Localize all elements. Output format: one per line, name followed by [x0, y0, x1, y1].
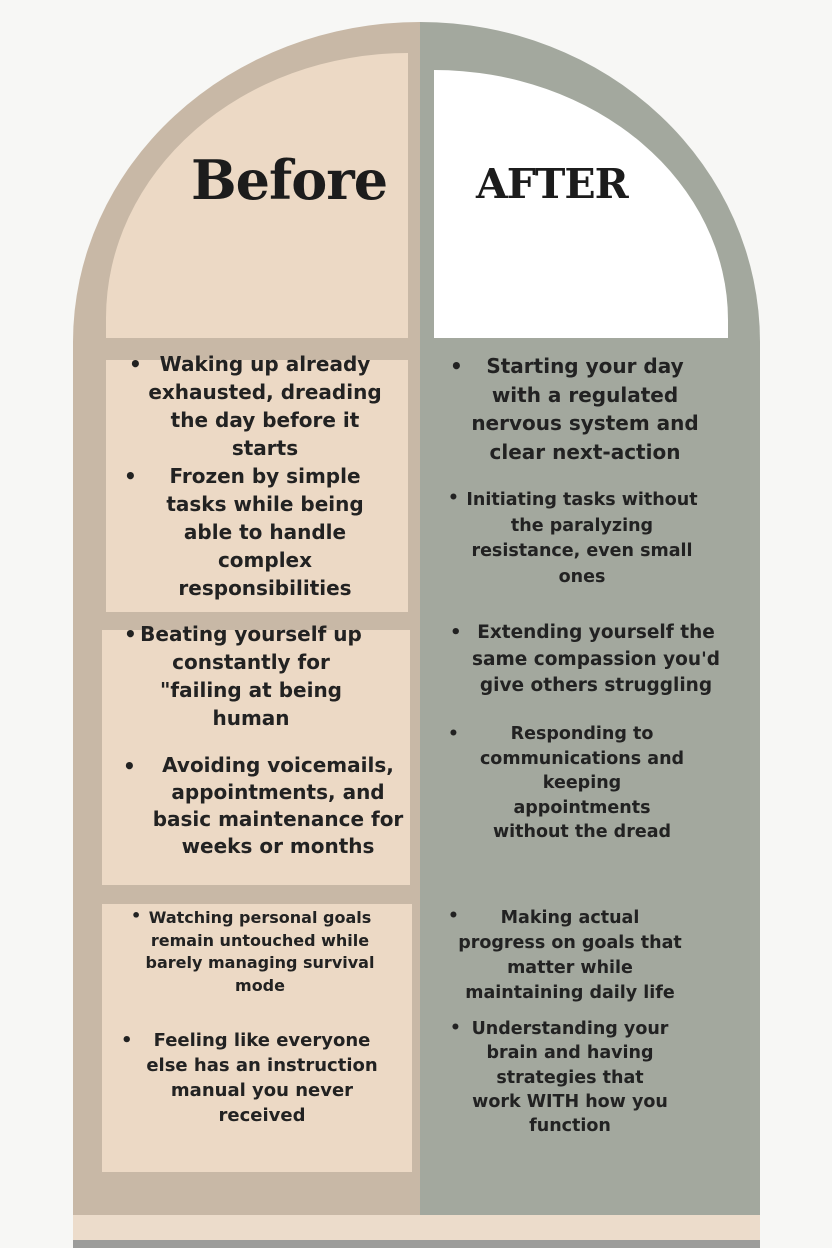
- bullet-icon: •: [448, 488, 459, 508]
- bullet-icon: •: [123, 754, 136, 778]
- before-item-6: Feeling like everyone else has an instruction manual you never received: [146, 1030, 378, 1126]
- before-title: Before: [191, 148, 388, 212]
- bullet-icon: •: [131, 906, 142, 925]
- bullet-icon: •: [450, 622, 462, 643]
- bullet-icon: •: [448, 906, 459, 926]
- after-item-2: Initiating tasks without the paralyzing resistance, even small ones: [466, 490, 698, 587]
- before-item-1: Waking up already exhausted, dreading the day before it starts: [148, 352, 382, 460]
- after-item-1: Starting your day with a regulated nervous system and clear next-action: [471, 354, 699, 464]
- before-item-2: Frozen by simple tasks while being able to handle complex responsibilities: [166, 464, 364, 600]
- bullet-icon: •: [129, 352, 142, 376]
- bullet-icon: •: [450, 354, 463, 378]
- before-item-4: Avoiding voicemails, appointments, and basic maintenance for weeks or months: [152, 753, 404, 858]
- bullet-icon: •: [121, 1030, 133, 1051]
- after-item-6: Understanding your brain and having strategies that work WITH how you function: [471, 1019, 669, 1137]
- before-item-5: Watching personal goals remain untouched while barely managing survival mode: [145, 908, 375, 995]
- after-item-4: Responding to communications and keeping appointments without the dread: [479, 724, 685, 842]
- after-title: AFTER: [476, 160, 628, 208]
- bottom-divider: [73, 1240, 760, 1248]
- bullet-icon: •: [450, 1018, 461, 1038]
- after-item-5: Making actual progress on goals that matter while maintaining daily life: [458, 908, 682, 1003]
- before-item-3: Beating yourself up constantly for "failing at being human: [140, 622, 362, 730]
- after-item-3: Extending yourself the same compassion you'd give others struggling: [472, 622, 720, 696]
- bullet-icon: •: [124, 622, 137, 646]
- bottom-band: [73, 1215, 760, 1240]
- bullet-icon: •: [124, 464, 137, 488]
- bullet-icon: •: [448, 724, 459, 744]
